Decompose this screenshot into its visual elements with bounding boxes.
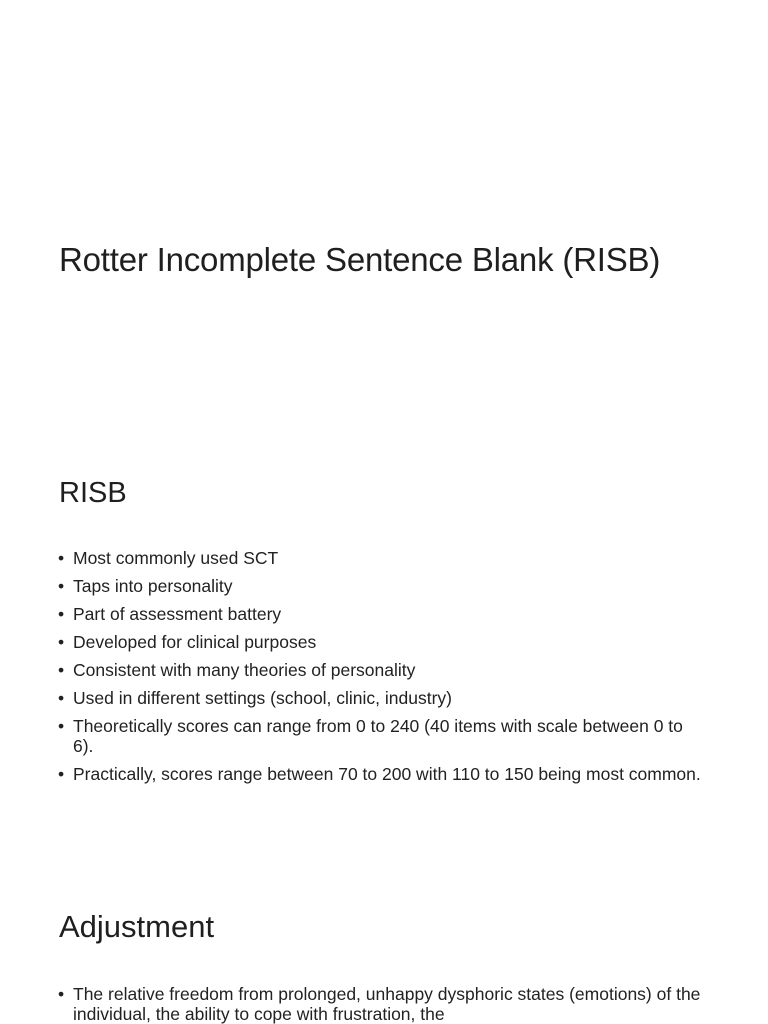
slide-heading: RISB xyxy=(59,477,127,509)
bullet-list xyxy=(58,984,708,1024)
bullet-list xyxy=(58,548,708,792)
bullet-item: • Theoretically scores can range from 0 to 240 (40 items with scale between 0 to 6). xyxy=(58,716,708,756)
slide-heading: Adjustment xyxy=(59,909,215,944)
bullet-item: • Consistent with many theories of personality xyxy=(58,660,708,680)
bullet-item: • Developed for clinical purposes xyxy=(58,632,708,652)
bullet-item: • Practically, scores range between 70 to 200 with 110 to 150 being most common. xyxy=(58,764,708,784)
bullet-item: • The relative freedom from prolonged, unhappy dysphoric states (emotions) of the individual, the ability to cope with frustration, the xyxy=(58,984,708,1024)
slide-title: Rotter Incomplete Sentence Blank (RISB) xyxy=(59,241,661,278)
bullet-item: • Part of assessment battery xyxy=(58,604,708,624)
bullet-item: • Most commonly used SCT xyxy=(58,548,708,568)
bullet-item: • Used in different settings (school, clinic, industry) xyxy=(58,688,708,708)
bullet-item: • Taps into personality xyxy=(58,576,708,596)
